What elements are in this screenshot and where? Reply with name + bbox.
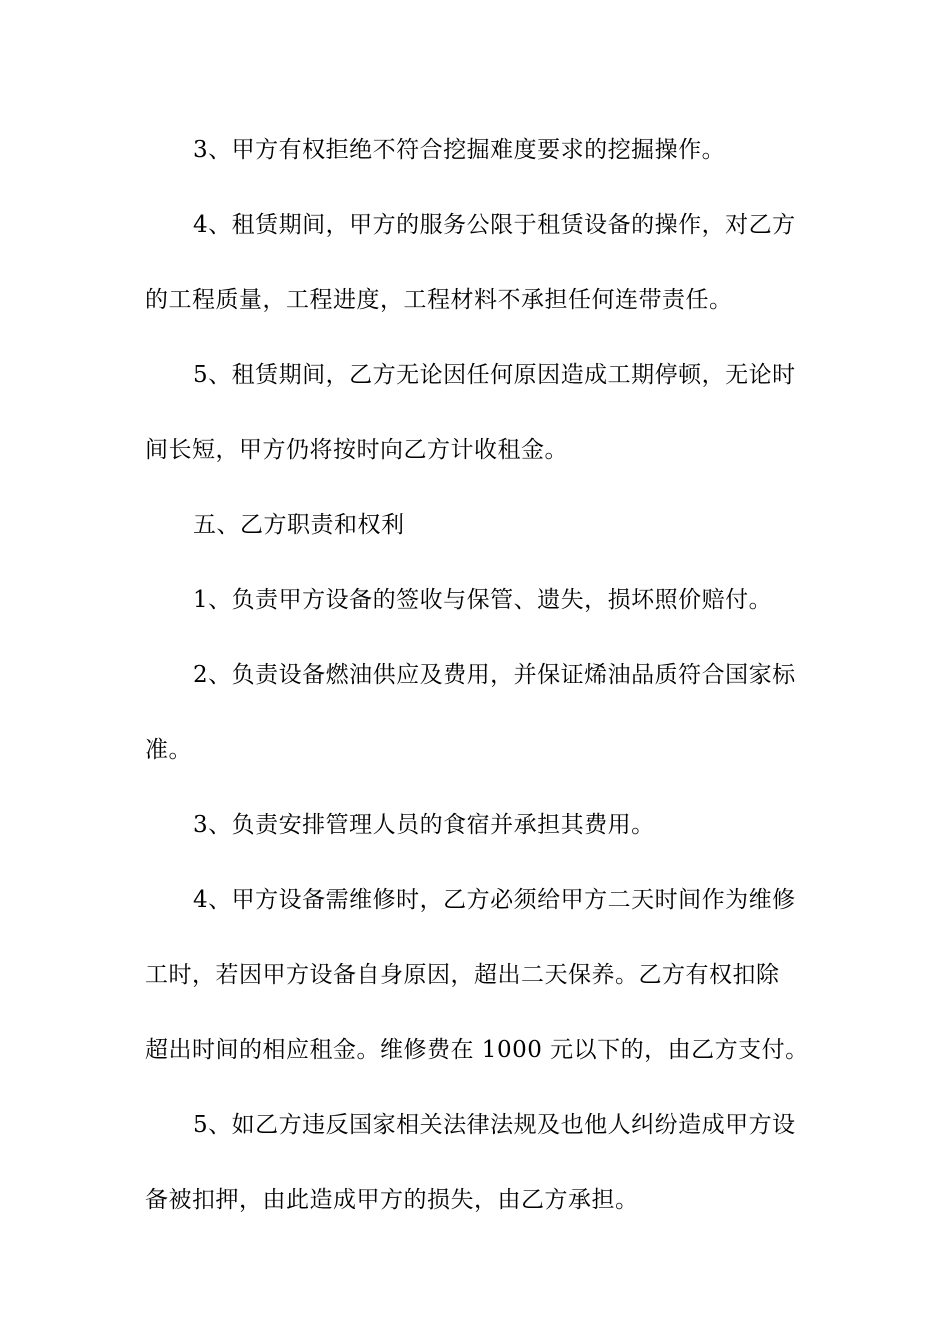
duty-4-line-2: 工时，若因甲方设备自身原因，超出二天保养。乙方有权扣除 (145, 962, 780, 988)
section-heading: 五、乙方职责和权利 (193, 512, 405, 538)
clause-4-line-2: 的工程质量，工程进度，工程材料不承担任何连带责任。 (145, 287, 733, 313)
duty-4-line-1: 4、甲方设备需维修时，乙方必须给甲方二天时间作为维修 (193, 887, 796, 913)
clause-5-line-2: 间长短，甲方仍将按时向乙方计收租金。 (145, 437, 568, 463)
duty-3-line: 3、负责安排管理人员的食宿并承担其费用。 (193, 812, 655, 838)
duty-1-line: 1、负责甲方设备的签收与保管、遗失，损坏照价赔付。 (193, 587, 773, 613)
duty-2-line-1: 2、负责设备燃油供应及费用，并保证烯油品质符合国家标 (193, 662, 796, 688)
clause-4-line-1: 4、租赁期间，甲方的服务公限于租赁设备的操作，对乙方 (193, 212, 796, 238)
duty-2-line-2: 准。 (145, 737, 192, 763)
clause-3-line: 3、甲方有权拒绝不符合挖掘难度要求的挖掘操作。 (193, 137, 726, 163)
duty-5-line-2: 备被扣押，由此造成甲方的损失，由乙方承担。 (145, 1187, 639, 1213)
duty-5-line-1: 5、如乙方违反国家相关法律法规及也他人纠纷造成甲方设 (193, 1112, 796, 1138)
duty-4-line-3: 超出时间的相应租金。维修费在 1000 元以下的，由乙方支付。 (145, 1037, 809, 1063)
clause-5-line-1: 5、租赁期间，乙方无论因任何原因造成工期停顿，无论时 (193, 362, 796, 388)
